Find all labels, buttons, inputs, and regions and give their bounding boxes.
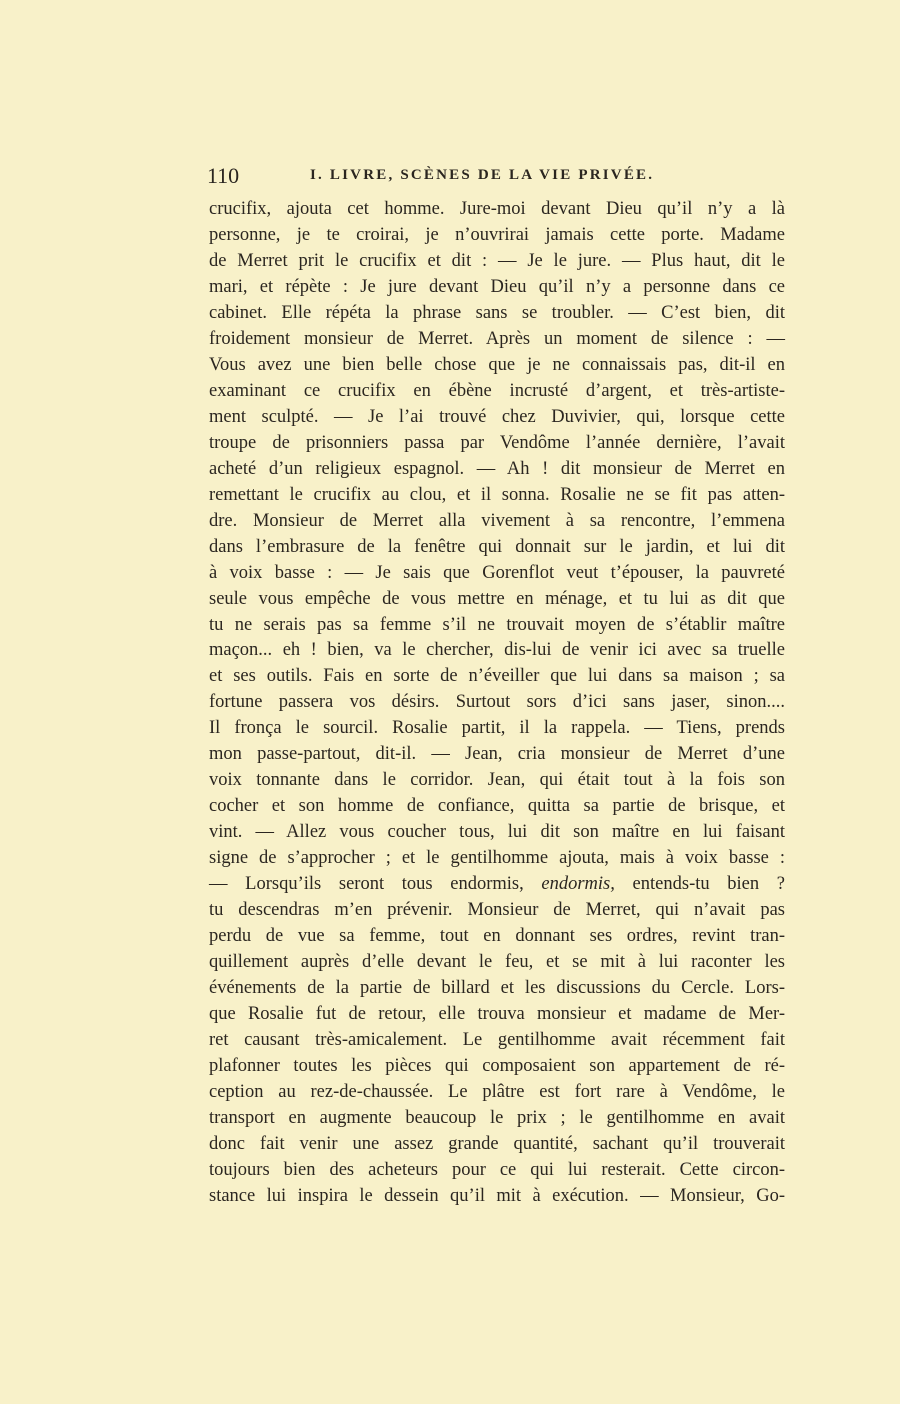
text-line: perdu de vue sa femme, tout en donnant ses ordres, revint tran-	[209, 926, 785, 947]
text-line: stance lui inspira le dessein qu’il mit à exécution. — Monsieur, Go-	[209, 1185, 785, 1206]
text-segment: — Lorsqu’ils seront tous endormis,	[209, 874, 542, 895]
text-line: seule vous empêche de vous mettre en ménage, et tu lui as dit que	[209, 588, 785, 609]
italic-word: endormis,	[541, 874, 615, 895]
text-line: ment sculpté. — Je l’ai trouvé chez Duvivier, qui, lorsque cette	[209, 406, 785, 427]
text-line: troupe de prisonniers passa par Vendôme l’année dernière, l’avait	[209, 432, 785, 453]
text-line: cabinet. Elle répéta la phrase sans se troubler. — C’est bien, dit	[209, 302, 785, 323]
text-line: fortune passera vos désirs. Surtout sors d’ici sans jaser, sinon....	[209, 692, 785, 713]
text-line: mon passe-partout, dit-il. — Jean, cria monsieur de Merret d’une	[209, 744, 785, 765]
text-line: transport en augmente beaucoup le prix ; le gentilhomme en avait	[209, 1107, 785, 1128]
text-line: ret causant très-amicalement. Le gentilhomme avait récemment fait	[209, 1030, 785, 1050]
text-line: de Merret prit le crucifix et dit : — Je le jure. — Plus haut, dit le	[209, 250, 785, 271]
text-line: toujours bien des acheteurs pour ce qui lui resterait. Cette circon-	[209, 1159, 785, 1180]
text-line: personne, je te croirai, je n’ouvrirai jamais cette porte. Madame	[209, 224, 785, 245]
text-line: plafonner toutes les pièces qui composaient son appartement de ré-	[209, 1055, 785, 1076]
text-line: acheté d’un religieux espagnol. — Ah ! dit monsieur de Merret en	[209, 458, 785, 479]
text-line: Vous avez une bien belle chose que je ne connaissais pas, dit-il en	[209, 354, 785, 375]
text-segment: entends-tu bien ?	[614, 874, 786, 895]
text-line: quillement auprès d’elle devant le feu, et se mit à lui raconter les	[209, 952, 785, 973]
page-header	[207, 163, 785, 191]
text-line: Il fronça le sourcil. Rosalie partit, il la rappela. — Tiens, prends	[209, 718, 785, 739]
text-line: voix tonnante dans le corridor. Jean, qui était tout à la fois son	[209, 770, 785, 791]
text-line: crucifix, ajouta cet homme. Jure-moi devant Dieu qu’il n’y a là	[209, 199, 785, 219]
text-line	[209, 872, 785, 898]
text-line: examinant ce crucifix en ébène incrusté d’argent, et très-artiste-	[209, 380, 785, 401]
text-line: événements de la partie de billard et les discussions du Cercle. Lors-	[209, 978, 785, 999]
text-line: et ses outils. Fais en sorte de n’éveiller que lui dans sa maison ; sa	[209, 666, 785, 687]
text-line: remettant le crucifix au clou, et il sonna. Rosalie ne se fit pas atten-	[209, 484, 785, 505]
text-line: mari, et répète : Je jure devant Dieu qu’il n’y a personne dans ce	[209, 276, 785, 297]
text-line: vint. — Allez vous coucher tous, lui dit son maître en lui faisant	[209, 822, 785, 843]
text-line: donc fait venir une assez grande quantité, sachant qu’il trouverait	[209, 1133, 785, 1154]
text-line: que Rosalie fut de retour, elle trouva monsieur et madame de Mer-	[209, 1004, 785, 1025]
text-line: froidement monsieur de Merret. Après un moment de silence : —	[209, 328, 785, 349]
text-line: à voix basse : — Je sais que Gorenflot veut t’épouser, la pauvreté	[209, 562, 785, 583]
body-text	[209, 197, 785, 1210]
text-line: tu descendras m’en prévenir. Monsieur de Merret, qui n’avait pas	[209, 900, 785, 921]
text-line: tu ne serais pas sa femme s’il ne trouvait moyen de s’établir maître	[209, 614, 785, 635]
text-line: cocher et son homme de confiance, quitta sa partie de brisque, et	[209, 796, 785, 817]
running-title: I. LIVRE, SCÈNES DE LA VIE PRIVÉE.	[310, 167, 655, 183]
text-line: dre. Monsieur de Merret alla vivement à sa rencontre, l’emmena	[209, 510, 785, 531]
text-line: signe de s’approcher ; et le gentilhomme ajouta, mais à voix basse :	[209, 848, 785, 869]
text-line: dans l’embrasure de la fenêtre qui donnait sur le jardin, et lui dit	[209, 536, 785, 557]
text-line: maçon... eh ! bien, va le chercher, dis-lui de venir ici avec sa truelle	[209, 640, 785, 661]
page-number: 110	[207, 163, 240, 188]
text-line: ception au rez-de-chaussée. Le plâtre est fort rare à Vendôme, le	[209, 1081, 785, 1102]
